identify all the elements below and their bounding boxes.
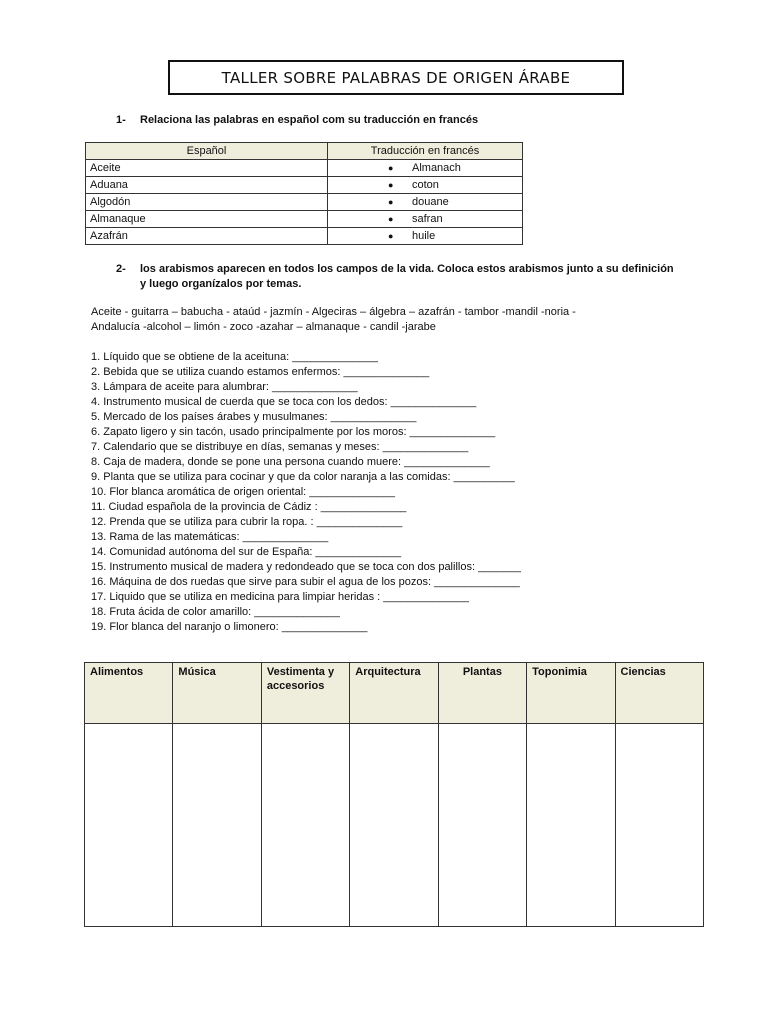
section1-instruction: Relaciona las palabras en español com su traducción en francés xyxy=(140,114,479,126)
section2-instruction-line2: y luego organízalos por temas. xyxy=(140,278,302,290)
list-item: 13. Rama de las matemáticas: ______________ xyxy=(91,531,329,543)
list-item: 1. Líquido que se obtiene de la aceituna: ______________ xyxy=(91,351,378,363)
word-bank-line: Aceite - guitarra – babucha - ataúd - jazmín - Algeciras – álgebra – azafrán - tambor -mandil -noria - xyxy=(91,306,576,318)
bullet-icon: ● xyxy=(388,214,394,224)
section1-number: 1- xyxy=(116,114,126,126)
translation-table xyxy=(85,142,523,245)
answer-cell-alimentos[interactable] xyxy=(85,724,173,927)
table-row xyxy=(86,160,523,177)
theme-header-arquitectura: Arquitectura xyxy=(350,663,438,724)
bullet-icon: ● xyxy=(388,231,394,241)
theme-header-toponimia: Toponimia xyxy=(527,663,615,724)
list-item: 3. Lámpara de aceite para alumbrar: ______________ xyxy=(91,381,358,393)
word-bank-line: Andalucía -alcohol – limón - zoco -azahar – almanaque - candil -jarabe xyxy=(91,321,436,333)
french-word: Almanach xyxy=(412,162,461,174)
spanish-word: Almanaque xyxy=(86,211,328,228)
list-item: 14. Comunidad autónoma del sur de España: ______________ xyxy=(91,546,402,558)
spanish-word: Aceite xyxy=(86,160,328,177)
themes-answer-row xyxy=(85,724,704,927)
french-word: coton xyxy=(412,179,439,191)
bullet-icon: ● xyxy=(388,197,394,207)
list-item: 10. Flor blanca aromática de origen oriental: ______________ xyxy=(91,486,395,498)
word-bank xyxy=(91,305,651,335)
themes-table xyxy=(84,662,704,927)
french-word-cell xyxy=(328,194,523,211)
theme-header-ciencias: Ciencias xyxy=(615,663,703,724)
french-word-cell xyxy=(328,211,523,228)
theme-header-musica: Música xyxy=(173,663,261,724)
answer-cell-ciencias[interactable] xyxy=(615,724,703,927)
theme-header-plantas: Plantas xyxy=(438,663,526,724)
list-item: 16. Máquina de dos ruedas que sirve para subir el agua de los pozos: ______________ xyxy=(91,576,520,588)
list-item: 5. Mercado de los países árabes y musulmanes: ______________ xyxy=(91,411,417,423)
bullet-icon: ● xyxy=(388,163,394,173)
definition-list xyxy=(91,350,521,635)
theme-header-alimentos: Alimentos xyxy=(85,663,173,724)
section2-number: 2- xyxy=(116,263,126,275)
list-item: 6. Zapato ligero y sin tacón, usado principalmente por los moros: ______________ xyxy=(91,426,496,438)
title-box xyxy=(168,60,624,95)
list-item: 4. Instrumento musical de cuerda que se toca con los dedos: ______________ xyxy=(91,396,477,408)
list-item: 8. Caja de madera, donde se pone una persona cuando muere: ______________ xyxy=(91,456,490,468)
translation-header-row xyxy=(86,143,523,160)
list-item: 9. Planta que se utiliza para cocinar y que da color naranja a las comidas: __________ xyxy=(91,471,515,483)
french-word-cell xyxy=(328,160,523,177)
table-row xyxy=(86,228,523,245)
section2-instruction-line1: los arabismos aparecen en todos los campos de la vida. Coloca estos arabismos junto a su definición xyxy=(140,263,674,275)
section1-heading xyxy=(116,113,616,128)
french-word: safran xyxy=(412,213,443,225)
answer-cell-plantas[interactable] xyxy=(438,724,526,927)
french-word-cell xyxy=(328,228,523,245)
header-spanish: Español xyxy=(86,143,328,160)
french-word: douane xyxy=(412,196,449,208)
spanish-word: Aduana xyxy=(86,177,328,194)
theme-header-vestimenta: Vestimenta y accesorios xyxy=(261,663,349,724)
list-item: 15. Instrumento musical de madera y redondeado que se toca con dos palillos: _______ xyxy=(91,561,521,573)
list-item: 11. Ciudad española de la provincia de Cádiz : ______________ xyxy=(91,501,407,513)
answer-cell-vestimenta[interactable] xyxy=(261,724,349,927)
section2-heading xyxy=(116,262,696,292)
table-row xyxy=(86,211,523,228)
french-word-cell xyxy=(328,177,523,194)
list-item: 17. Liquido que se utiliza en medicina para limpiar heridas : ______________ xyxy=(91,591,469,603)
french-word: huile xyxy=(412,230,436,242)
table-row xyxy=(86,177,523,194)
answer-cell-musica[interactable] xyxy=(173,724,261,927)
list-item: 7. Calendario que se distribuye en días, semanas y meses: ______________ xyxy=(91,441,469,453)
answer-cell-toponimia[interactable] xyxy=(527,724,615,927)
spanish-word: Azafrán xyxy=(86,228,328,245)
table-row xyxy=(86,194,523,211)
answer-cell-arquitectura[interactable] xyxy=(350,724,438,927)
list-item: 2. Bebida que se utiliza cuando estamos enfermos: ______________ xyxy=(91,366,430,378)
spanish-word: Algodón xyxy=(86,194,328,211)
bullet-icon: ● xyxy=(388,180,394,190)
list-item: 12. Prenda que se utiliza para cubrir la ropa. : ______________ xyxy=(91,516,403,528)
page-title: TALLER SOBRE PALABRAS DE ORIGEN ÁRABE xyxy=(221,68,571,87)
themes-header-row xyxy=(85,663,704,724)
list-item: 19. Flor blanca del naranjo o limonero: ______________ xyxy=(91,621,368,633)
header-french: Traducción en francés xyxy=(328,143,523,160)
list-item: 18. Fruta ácida de color amarillo: ______________ xyxy=(91,606,340,618)
